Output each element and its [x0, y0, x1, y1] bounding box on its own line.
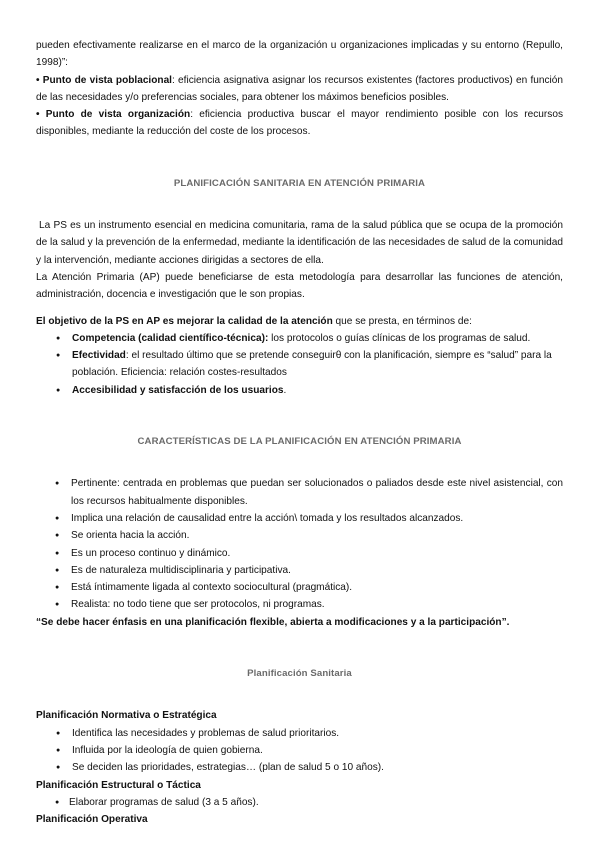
objective-bold: El objetivo de la PS en AP es mejorar la calidad de la atención: [36, 315, 333, 327]
paragraph-ps: La PS es un instrumento esencial en medicina comunitaria, rama de la salud pública que se ocupa de la promoción de la salud y la prevención de la enfermedad, mediante la identificación de las necesidades de salud de la comunidad y la intervención, mediante acciones dirigidas a sectores de ella.: [36, 220, 563, 266]
bullet-label: Accesibilidad y satisfacción de los usuarios: [72, 384, 284, 396]
list-item: ● Está íntimamente ligada al contexto sociocultural (pragmática).: [71, 579, 563, 596]
bullet-text: .: [283, 384, 287, 396]
bullet-label: Competencia (calidad científico-técnica):: [72, 332, 269, 344]
list-item: ● Es de naturaleza multidisciplinaria y participativa.: [71, 562, 563, 579]
point-organizacion-text: : eficiencia productiva buscar el mayor rendimiento posible con los recursos disponibles, mediante la reducción del coste de los procesos.: [36, 109, 563, 138]
list-item: [72, 382, 563, 399]
estructural-list: [36, 794, 563, 811]
paragraph-ap: La Atención Primaria (AP) puede beneficiarse de esta metodología para desarrollar las funciones de atención, administración, docencia e investigación que le son propias.: [36, 271, 563, 301]
objective-rest: que se presta, en términos de:: [332, 315, 472, 327]
list-item: ● Elaborar programas de salud (3 a 5 años).: [69, 794, 563, 811]
section-heading-caracteristicas: CARACTERÍSTICAS DE LA PLANIFICACIÓN EN ATENCIÓN PRIMARIA: [137, 436, 462, 448]
characteristics-list: [36, 475, 563, 613]
list-item: ● Es un proceso continuo y dinámico.: [71, 545, 563, 562]
emphasis-quote: “Se debe hacer énfasis en una planificación flexible, abierta a modificaciones y a la participación”.: [36, 616, 510, 628]
normativa-list: [36, 725, 563, 777]
list-item: ● Se deciden las prioridades, estrategias… (plan de salud 5 o 10 años).: [72, 759, 563, 776]
list-item: ● Realista: no todo tiene que ser protocolos, ni programas.: [71, 596, 563, 613]
document-page: [36, 37, 563, 828]
list-item: ● Implica una relación de causalidad entre la acción\ tomada y los resultados alcanzados.: [71, 510, 563, 527]
point-poblacional: [36, 72, 563, 107]
estructural-title: Planificación Estructural o Táctica: [36, 779, 201, 791]
list-item: ● Se orienta hacia la acción.: [71, 527, 563, 544]
bullet-text: : el resultado último que se pretende conseguirθ con la planificación, siempre es “salud” para la población. Eficiencia: relación costes-resultados: [72, 350, 552, 379]
objective-list: [36, 330, 563, 399]
point-poblacional-text: : eficiencia asignativa asignar los recursos existentes (factores productivos) en función de las necesidades y/o preferencias sociales, para obtener los máximos beneficios posibles.: [36, 74, 564, 103]
point-organizacion-label: • Punto de vista organización: [36, 109, 191, 121]
list-item: [72, 347, 563, 382]
bullet-label: Efectividad: [72, 350, 126, 362]
bullet-text: los protocolos o guías clínicas de los programas de salud.: [268, 332, 531, 344]
point-organizacion: [36, 106, 563, 141]
point-poblacional-label: • Punto de vista poblacional: [36, 74, 172, 86]
list-item: ● Identifica las necesidades y problemas de salud prioritarios.: [72, 725, 563, 742]
section-heading-planificacion-sanitaria: Planificación Sanitaria: [247, 668, 352, 680]
normativa-title: Planificación Normativa o Estratégica: [36, 710, 217, 722]
section-heading-planificacion-ap: PLANIFICACIÓN SANITARIA EN ATENCIÓN PRIMARIA: [173, 177, 426, 189]
operativa-title: Planificación Operativa: [36, 814, 148, 826]
list-item: ● Influida por la ideología de quien gobierna.: [72, 742, 563, 759]
objective-line: [36, 313, 563, 330]
intro-line: pueden efectivamente realizarse en el marco de la organización u organizaciones implicadas y su entorno (Repullo, 1998)”:: [36, 40, 563, 69]
list-item: [72, 330, 563, 347]
list-item: ● Pertinente: centrada en problemas que puedan ser solucionados o paliados desde este nivel asistencial, con los recursos habitualmente disponibles.: [71, 475, 563, 510]
